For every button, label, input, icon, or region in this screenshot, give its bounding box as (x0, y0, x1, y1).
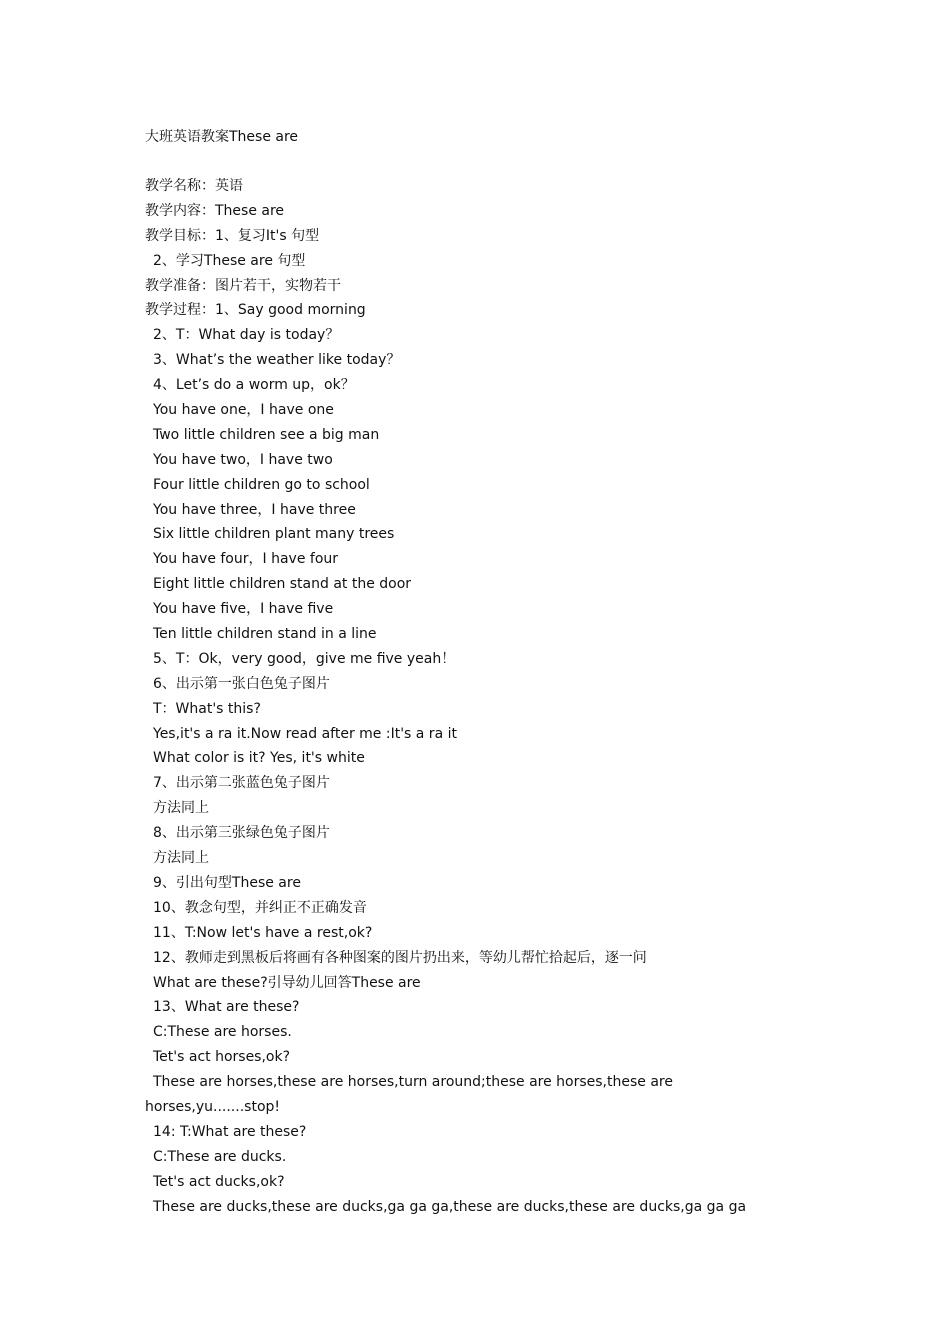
text-line: 11、T:Now let's have a rest,ok? (153, 924, 373, 941)
text-line: 14: T:What are these? (153, 1123, 307, 1140)
text-line: You have one，I have one (153, 402, 334, 419)
text-line: What are these?引导幼儿回答These are (153, 974, 421, 991)
text-line: Tet's act ducks,ok? (153, 1173, 285, 1190)
text-line: Ten little children stand in a line (153, 626, 377, 643)
text-line: These are ducks,these are ducks,ga ga ga,these are ducks,these are ducks,ga ga ga (153, 1198, 747, 1215)
text-line: 13、What are these? (153, 999, 300, 1016)
document-body (145, 174, 825, 1219)
text-line: horses,yu.......stop! (145, 1098, 281, 1115)
text-line: What color is it? Yes, it's white (153, 750, 365, 767)
document-title: 大班英语教案These are (145, 129, 299, 145)
text-line: 教学过程：1、Say good morning (145, 302, 366, 319)
text-line: 3、What’s the weather like today？ (153, 352, 401, 369)
text-line: 8、出示第三张绿色兔子图片 (153, 825, 330, 842)
text-line: 教学名称：英语 (145, 178, 243, 194)
text-line: Four little children go to school (153, 476, 370, 493)
text-line: You have two，I have two (153, 451, 333, 468)
text-line: 教学准备：图片若干，实物若干 (145, 277, 341, 294)
text-line: You have three，I have three (153, 501, 356, 518)
text-line: C:These are ducks. (153, 1148, 287, 1165)
text-line: 方法同上 (153, 850, 209, 867)
text-line: 7、出示第二张蓝色兔子图片 (153, 775, 330, 792)
text-line: 2、学习These are 句型 (153, 252, 306, 269)
text-line: 2、T：What day is today？ (153, 327, 340, 344)
text-line: You have five，I have five (153, 601, 334, 618)
text-line: 教学目标：1、复习It's 句型 (145, 227, 320, 244)
text-line: 10、教念句型，并纠正不正确发音 (153, 899, 367, 916)
text-line: T：What's this? (153, 700, 261, 717)
text-line: 4、Let’s do a worm up，ok？ (153, 377, 355, 394)
text-line: Yes,it's a ra it.Now read after me :It's a ra it (153, 725, 457, 742)
text-line: Eight little children stand at the door (153, 576, 412, 593)
text-line: 方法同上 (153, 800, 209, 817)
text-line: 5、T：Ok，very good，give me five yeah！ (153, 650, 456, 667)
text-line: Tet's act horses,ok? (153, 1049, 291, 1066)
text-line: These are horses,these are horses,turn around;these are horses,these are (153, 1074, 673, 1091)
text-line: You have four，I have four (153, 551, 339, 568)
text-line: Six little children plant many trees (153, 526, 395, 543)
text-line: 6、出示第一张白色兔子图片 (153, 675, 330, 692)
text-line: 9、引出句型These are (153, 874, 301, 891)
text-line: 教学内容：These are (145, 202, 285, 219)
text-line: Two little children see a big man (153, 426, 380, 443)
text-line: C:These are horses. (153, 1024, 292, 1041)
text-line: 12、教师走到黑板后将画有各种图案的图片扔出来，等幼儿帮忙拾起后，逐一问 (153, 949, 647, 966)
